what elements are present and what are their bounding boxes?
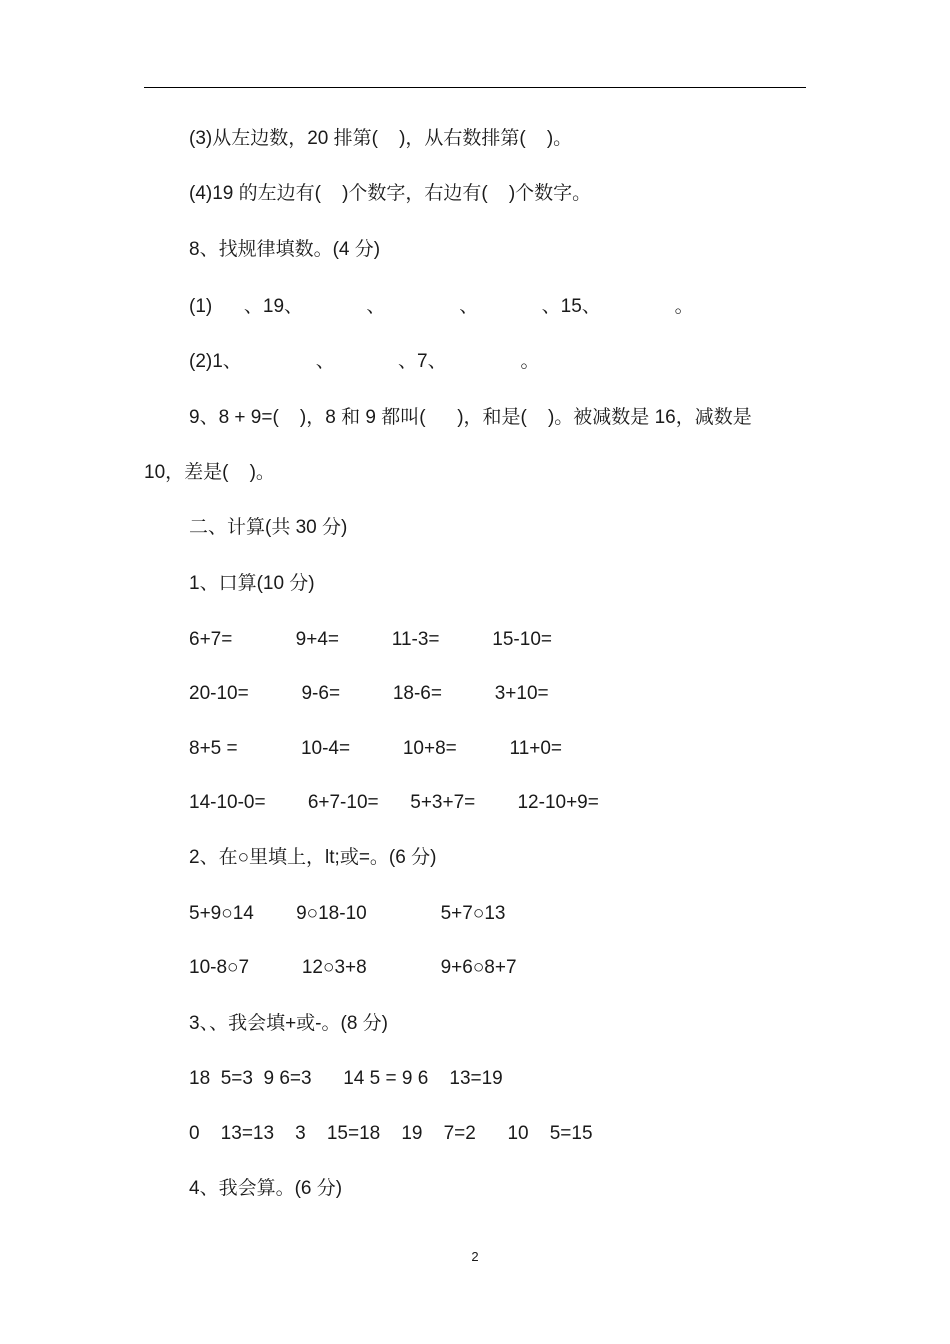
q9-continuation: 10，差是( )。 bbox=[144, 462, 275, 483]
calc-3-row-2: 0 13=13 3 15=18 19 7=2 10 5=15 bbox=[189, 1123, 593, 1144]
q8-1-text: (1) 、19、 、 、 、15、 。 bbox=[189, 296, 694, 317]
calc-1-row-1: 6+7= 9+4= 11-3= 15-10= bbox=[189, 629, 552, 650]
calc-2-row-2: 10-8○7 12○3+8 9+6○8+7 bbox=[189, 957, 517, 978]
calc-2-heading: 2、在○里填上，lt;或=。(6 分) bbox=[189, 847, 437, 868]
calc-1-row-3: 8+5 = 10-4= 10+8= 11+0= bbox=[189, 738, 563, 759]
calc-2-row-1: 5+9○14 9○18-10 5+7○13 bbox=[189, 903, 506, 924]
section-2-heading: 二、计算(共 30 分) bbox=[189, 517, 348, 538]
header-rule bbox=[144, 87, 806, 88]
q7-4-text: (4)19 的左边有( )个数字，右边有( )个数字。 bbox=[189, 183, 592, 204]
page-number: 2 bbox=[471, 1249, 479, 1264]
calc-3-heading: 3、、我会填+或-。(8 分) bbox=[189, 1013, 388, 1034]
calc-1-row-4: 14-10-0= 6+7-10= 5+3+7= 12-10+9= bbox=[189, 792, 599, 813]
calc-4-heading: 4、我会算。(6 分) bbox=[189, 1178, 343, 1199]
q8-heading: 8、找规律填数。(4 分) bbox=[189, 239, 381, 260]
q7-3-text: (3)从左边数，20 排第( )，从右数排第( )。 bbox=[189, 128, 573, 149]
calc-1-row-2: 20-10= 9-6= 18-6= 3+10= bbox=[189, 683, 549, 704]
calc-1-heading: 1、口算(10 分) bbox=[189, 573, 315, 594]
q8-2-text: (2)1、 、 、7、 。 bbox=[189, 351, 540, 372]
calc-3-row-1: 18 5=3 9 6=3 14 5 = 9 6 13=19 bbox=[189, 1068, 503, 1089]
q9-text: 9、8 + 9=( )，8 和 9 都叫( )，和是( )。被减数是 16，减数是 bbox=[189, 407, 752, 428]
